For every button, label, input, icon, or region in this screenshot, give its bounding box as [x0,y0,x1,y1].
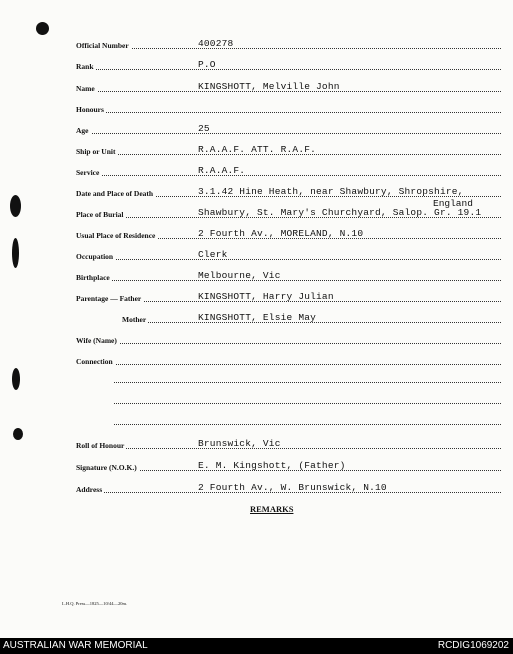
field-value: 2 Fourth Av., MORELAND, N.10 [198,228,364,239]
field-signature-nok [76,459,501,473]
connection-line [114,424,501,425]
archive-name: AUSTRALIAN WAR MEMORIAL [3,640,148,651]
field-value: Melbourne, Vic [198,270,281,281]
dotted-line [76,133,501,134]
dotted-line [76,112,501,113]
field-label: Usual Place of Residence [76,231,156,240]
field-label: Date and Place of Death [76,189,154,198]
punch-hole-upper [10,195,21,217]
dotted-line [76,343,501,344]
field-value: Shawbury, St. Mary's Churchyard, Salop. Gr. 19.1 [198,207,482,218]
dotted-line [76,364,501,365]
punch-hole-bottom [13,428,23,440]
connection-line [114,382,501,383]
field-label: Service [76,168,100,177]
dotted-line [76,259,501,260]
field-label: Official Number [76,41,129,50]
field-label: Connection [76,357,113,366]
field-place-of-burial [76,206,501,220]
field-honours [76,101,501,115]
field-value: 2 Fourth Av., W. Brunswick, N.10 [198,482,387,493]
field-label: Parentage — Father [76,294,142,303]
field-label: Roll of Honour [76,441,125,450]
dotted-line [76,448,501,449]
field-label: Occupation [76,252,114,261]
field-label: Wife (Name) [76,336,117,345]
archive-caption-bar [0,638,513,654]
field-label: Address [76,485,103,494]
field-label: Place of Burial [76,210,124,219]
field-parentage-mother [76,311,501,325]
field-label: Mother [122,315,147,324]
punch-hole-top [36,22,49,35]
field-value: E. M. Kingshott, (Father) [198,460,346,471]
field-age [76,122,501,136]
punch-hole-lower [12,368,20,390]
connection-line [114,403,501,404]
field-value: KINGSHOTT, Melville John [198,81,340,92]
field-wife [76,332,501,346]
field-address [76,481,501,495]
field-value: R.A.A.F. ATT. R.A.F. [198,144,317,155]
dotted-line [76,175,501,176]
field-label: Ship or Unit [76,147,116,156]
field-label: Name [76,84,95,93]
field-label: Age [76,126,89,135]
field-roll-of-honour [76,437,501,451]
dotted-line [76,280,501,281]
field-date-place-death [76,185,501,199]
field-name [76,80,501,94]
field-parentage-father [76,290,501,304]
field-value: Clerk [198,249,228,260]
field-value: R.A.A.F. [198,165,246,176]
dotted-line [76,69,501,70]
dotted-line [76,48,501,49]
print-footer-note: L.H.Q. Press—1825—10/44—20m. [62,601,128,606]
field-value: 3.1.42 Hine Heath, near Shawbury, Shropshire, [198,186,464,197]
field-label: Signature (N.O.K.) [76,463,137,472]
field-occupation [76,248,501,262]
field-birthplace [76,269,501,283]
field-ship-or-unit [76,143,501,157]
punch-hole-middle [12,238,19,268]
field-value: P.O [198,59,216,70]
field-value: KINGSHOTT, Elsie May [198,312,317,323]
field-label: Birthplace [76,273,110,282]
field-official-number [76,37,501,51]
remarks-heading: REMARKS [250,504,294,514]
field-value: 400278 [198,38,234,49]
field-value: Brunswick, Vic [198,438,281,449]
death-place-overflow: England [433,198,473,209]
record-id: RCDIG1069202 [437,640,509,651]
field-label: Honours [76,105,104,114]
field-value: 25 [198,123,210,134]
field-usual-residence [76,227,501,241]
field-value: KINGSHOTT, Harry Julian [198,291,334,302]
field-service [76,164,501,178]
field-rank [76,58,501,72]
field-connection [76,353,501,367]
field-label: Rank [76,62,94,71]
